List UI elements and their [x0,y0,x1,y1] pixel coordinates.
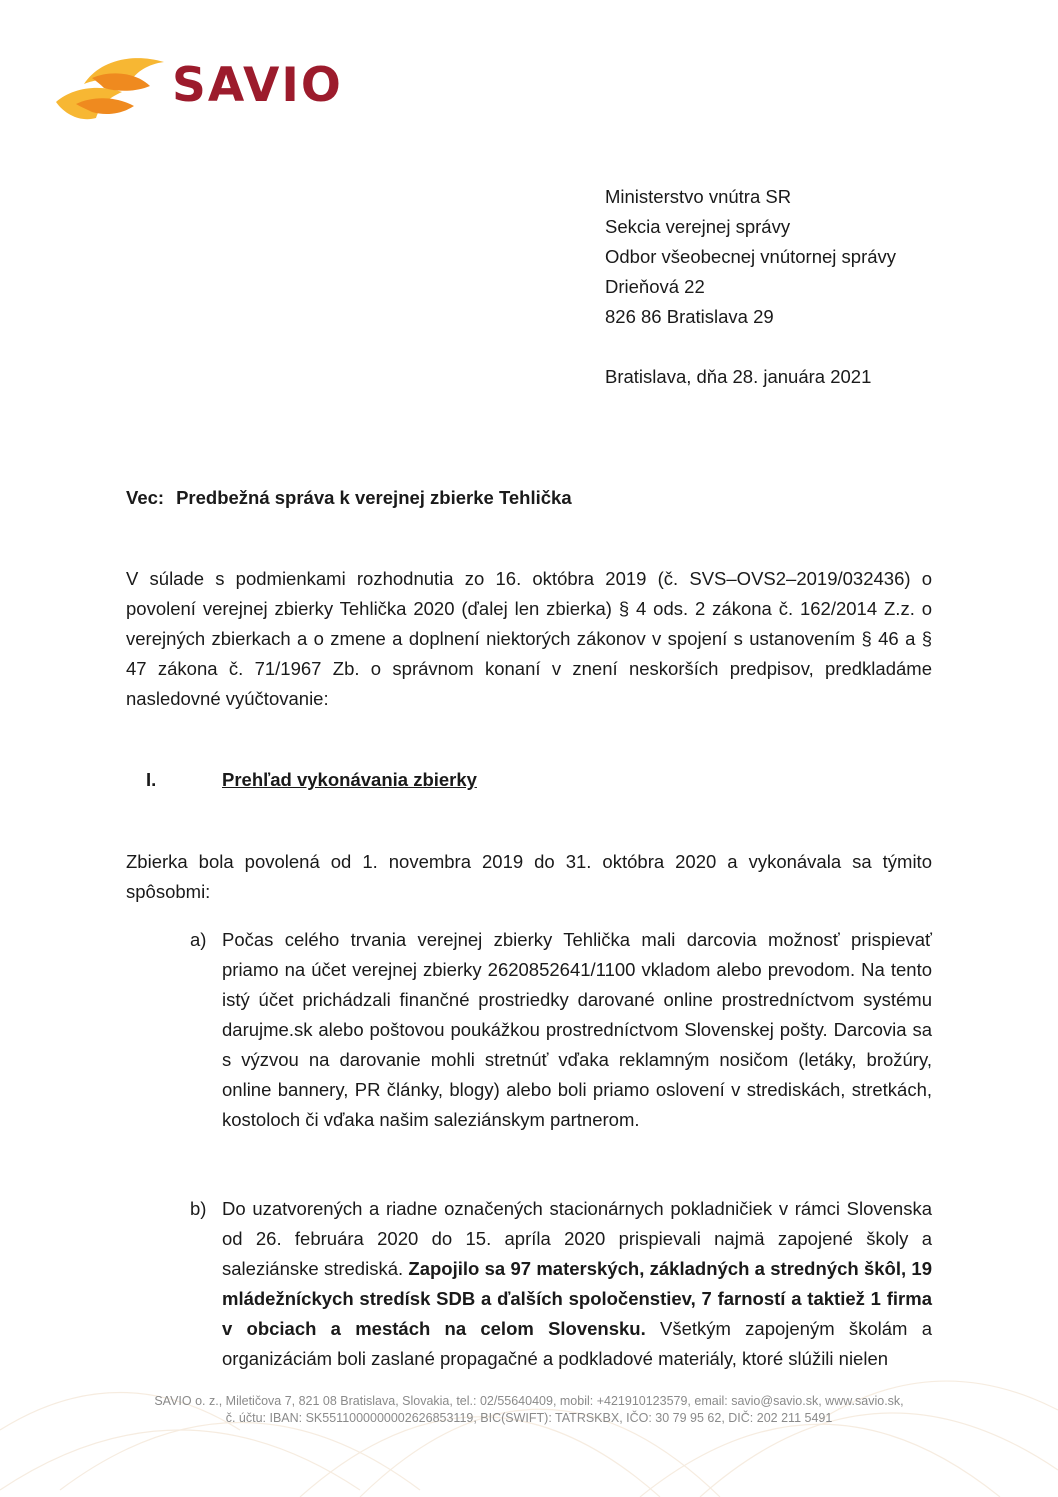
subject-text: Predbežná správa k verejnej zbierke Tehlička [176,487,572,508]
letter-footer [0,1393,1058,1427]
section-title: Prehľad vykonávania zbierky [222,769,477,790]
intro-paragraph: V súlade s podmienkami rozhodnutia zo 16. októbra 2019 (č. SVS–OVS2–2019/032436) o povolení verejnej zbierky Tehlička 2020 (ďalej len zbierka) § 4 ods. 2 zákona č. 162/2014 Z.z. o verejných zbierkach a o zmene a doplnení niektorých zákonov v spojení s ustanovením § 46 a § 47 zákona č. 71/1967 Zb. o správnom konaní v znení neskorších predpisov, predkladáme nasledovné vyúčtovanie: [126,568,932,709]
recipient-address [605,182,896,332]
collection-period-paragraph: Zbierka bola povolená od 1. novembra 2019 do 31. októbra 2020 a vykonávala sa týmito spôsobmi: [126,851,932,902]
list-item-bold-text: Zapojilo sa 97 materských, základných a stredných škôl, 19 mládežníckych stredísk SDB a ďalších spoločenstiev, 7 farností a taktiež 1 firma v obciach a mestách na celom Slovensku. [222,1258,932,1339]
subject-line [126,484,572,512]
logo-wordmark: SAVIO [172,58,343,113]
recipient-line: Drieňová 22 [605,276,705,297]
list-marker: a) [190,929,207,950]
date-line: Bratislava, dňa 28. januára 2021 [605,366,872,387]
list-item [190,925,932,1135]
list-marker: b) [190,1198,207,1219]
savio-logo [52,48,352,134]
footer-contact-line: SAVIO o. z., Miletičova 7, 821 08 Bratislava, Slovakia, tel.: 02/55640409, mobil: +421910123579, email: savio@savio.sk, www.savio.sk, [154,1394,904,1408]
list-item-text [222,1194,932,1374]
recipient-line: 826 86 Bratislava 29 [605,306,774,327]
list-item-text-part: Do uzatvorených a riadne označených stacionárnych pokladničiek v rámci Slovenska od 26. februára 2020 do 15. apríla 2020 prispievali najmä zapojené školy a saleziánske strediská. [222,1198,932,1279]
footer-bank-line: č. účtu: IBAN: SK5511000000002626853119, BIC(SWIFT): TATRSKBX, IČO: 30 79 95 62, DIČ: 202 211 5491 [225,1411,833,1425]
list-item-text: Počas celého trvania verejnej zbierky Tehlička mali darcovia možnosť prispievať priamo na účet verejnej zbierky 2620852641/1100 vkladom alebo prevodom. Na tento istý účet prichádzali finančné prostriedky darované online prostredníctvom systému darujme.sk alebo poštovou poukážkou prostredníctvom Slovenskej pošty. Darcovia sa s výzvou na darovanie mohli stretnúť vďaka reklamným nosičom (letáky, brožúry, online bannery, PR články, blogy) alebo boli priamo oslovení v strediskách, stretkách, kostoloch či vďaka našim saleziánskym partnerom. [222,929,932,1130]
section-number: I. [146,769,157,790]
list-item [190,1194,932,1374]
savio-flame-logo-icon [52,48,168,130]
subject-label: Vec: [126,487,165,508]
recipient-line: Sekcia verejnej správy [605,216,791,237]
recipient-line: Odbor všeobecnej vnútornej správy [605,246,897,267]
list-item-text-part: Všetkým zapojeným školám a organizáciám boli zaslané propagačné a podkladové materiály, ktoré slúžili nielen [222,1318,933,1369]
recipient-line: Ministerstvo vnútra SR [605,186,792,207]
section-heading [146,766,477,794]
